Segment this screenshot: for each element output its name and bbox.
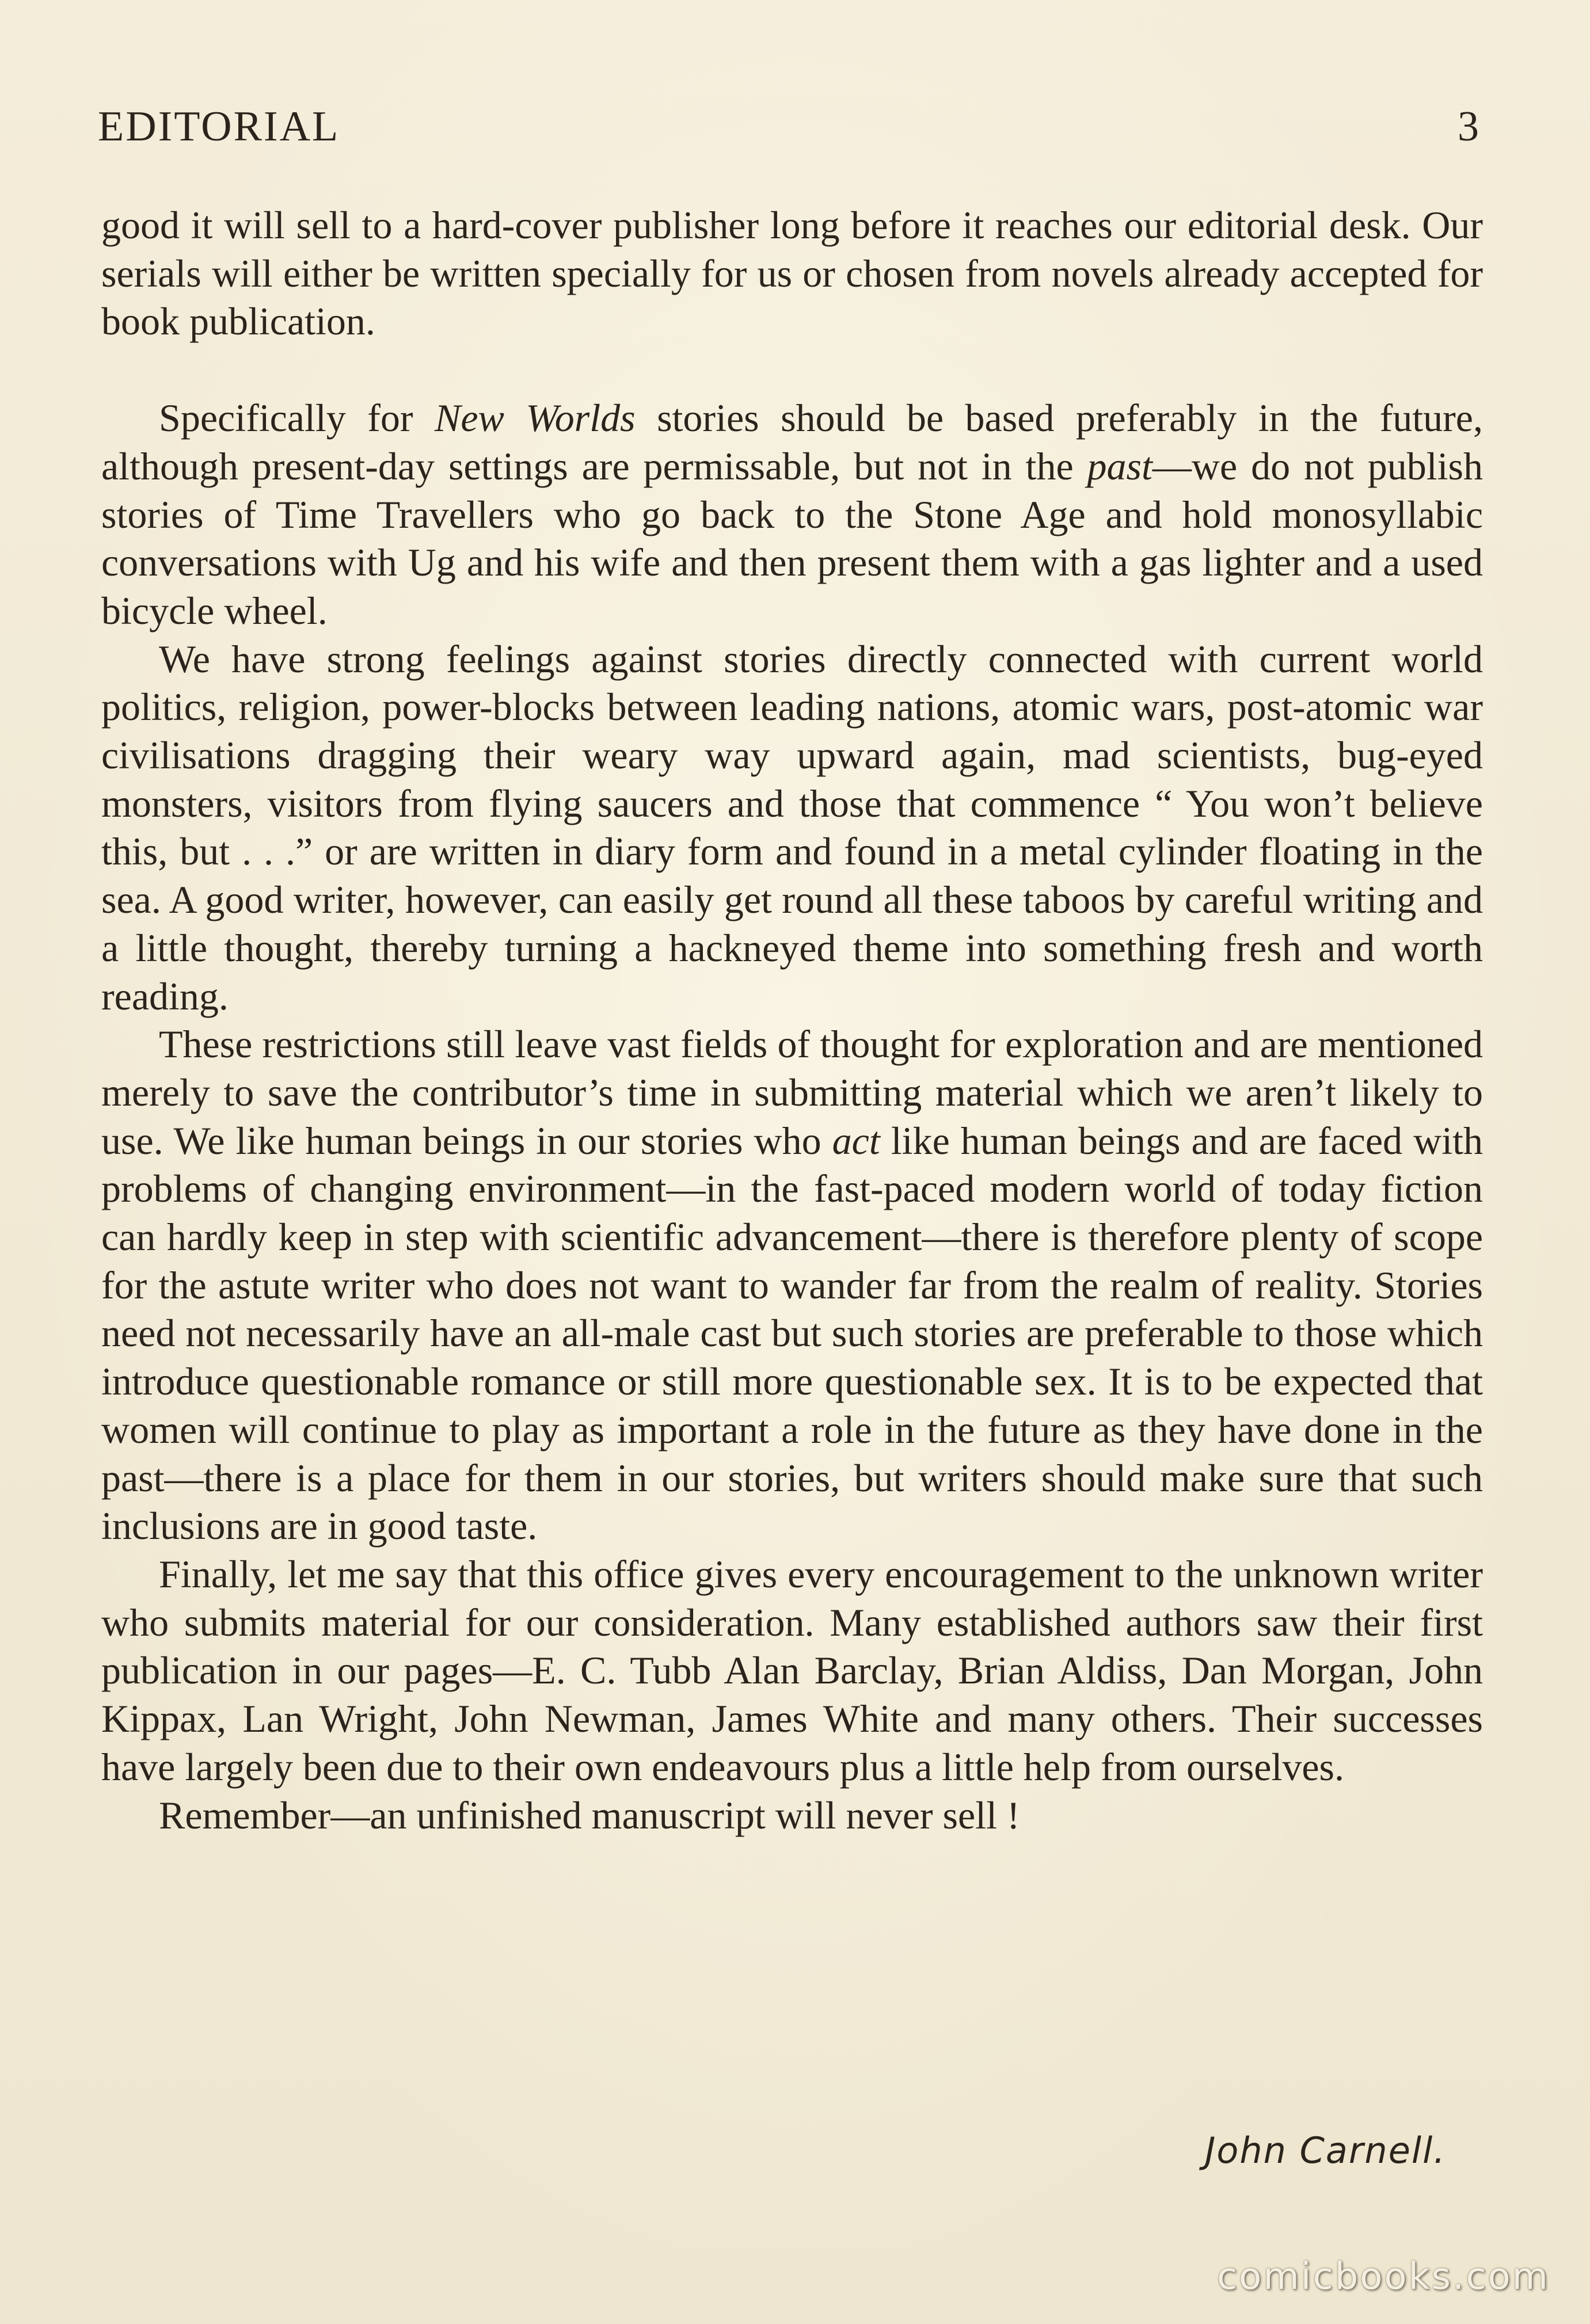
paragraph-2: Specifically for New Worlds stories should be based preferably in the future, although present-day settings are permissable, but not in the past—we do not publish stories of Time Travellers who go back to the Stone Age and hold monosyllabic conversations with Ug and his wife and then present them with a gas lighter and a used bicycle wheel. — [101, 396, 1483, 633]
paragraph-1: good it will sell to a hard-cover publisher long before it reaches our editorial desk. Our serials will either be written specially for us or chosen from novels already accepted for book publication. — [101, 203, 1483, 344]
section-title: EDITORIAL — [98, 103, 340, 150]
page-number: 3 — [1458, 103, 1481, 150]
editorial-body — [101, 201, 1483, 1839]
emphasis-act: act — [832, 1118, 880, 1163]
site-watermark: comicbooks.com — [1216, 2256, 1550, 2298]
paragraph-6: Remember—an unfinished manuscript will never sell ! — [159, 1793, 1020, 1837]
paragraph-4: These restrictions still leave vast fields of thought for exploration and are mentioned merely to save the contributor’s time in submitting material which we aren’t likely to use. We like human beings in our stories who act like human beings and are faced with problems of changing environment—in the fast-paced modern world of today fiction can hardly keep in step with scientific advancement—there is therefore plenty of scope for the astute writer who does not want to wander far from the realm of reality. Stories need not necessarily have an all-male cast but such stories are preferable to those which introduce questionable romance or still more questionable sex. It is to be expected that women will continue to play as important a role in the future as they have done in the past—there is a place for them in our stories, but writers should make sure that such inclusions are in good taste. — [101, 1022, 1483, 1548]
running-head — [98, 102, 1481, 151]
paragraph-5: Finally, let me say that this office gives every encouragement to the unknown writer who submits material for our consideration. Many established authors saw their first publication in our pages—E. C. Tubb Alan Barclay, Brian Aldiss, Dan Morgan, John Kippax, Lan Wright, John Newman, James White and many others. Their successes have largely been due to their own endeavours plus a little help from ourselves. — [101, 1552, 1483, 1789]
paragraph-3: We have strong feelings against stories directly connected with current world politics, religion, power-blocks between leading nations, atomic wars, post-atomic war civilisations dragging their weary way upward again, mad scientists, bug-eyed monsters, visitors from flying saucers and those that commence “ You won’t believe this, but . . .” or are written in diary form and found in a metal cylinder floating in the sea. A good writer, however, can easily get round all these taboos by careful writing and a little thought, thereby turning a hackneyed theme into something fresh and worth reading. — [101, 637, 1483, 1018]
emphasis-past: past — [1087, 444, 1152, 488]
magazine-title: New Worlds — [435, 396, 636, 440]
editor-signature: John Carnell. — [1205, 2129, 1446, 2171]
